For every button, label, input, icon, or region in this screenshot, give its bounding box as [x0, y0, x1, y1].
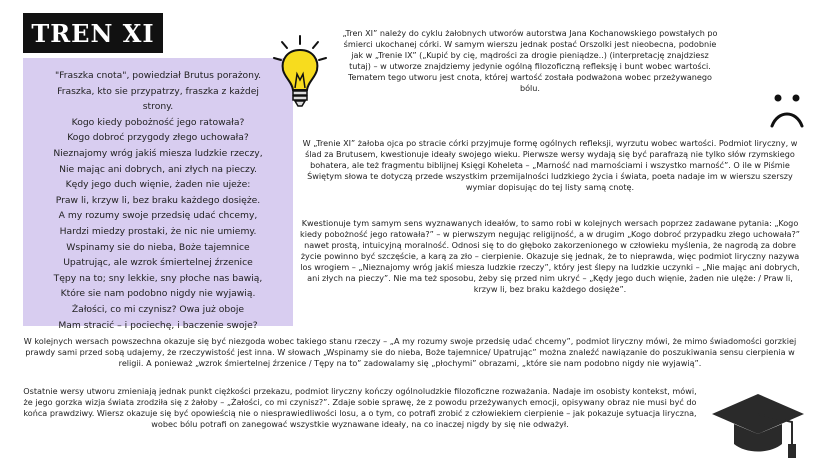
body-paragraph: W „Trenie XI” żałoba ojca po stracie córki przyjmuje formę ogólnych refleksji, wyrzutu wobec wartości. Podmiot liryczny, w ślad za Brutusem, kwestionuje ideały swojego wieku. Pierwsze wersy wydają się być parafrazą nie tylko słów rzymskiego bohatera, ale też fragmentu biblijnej Księgi Koheleta – „Marność nad marnościami i wszystko marność”. O ile w Piśmie Świętym słowa te dotyczą przede wszystkim przemijalności ludzkiego życia i świata, poeta nadaje im w wierszu szerszy wymiar dopisując do tej listy samą cnotę. — [302, 138, 798, 192]
poem-line: Żałości, co mi czynisz? Owa już oboje — [71, 303, 245, 315]
poem-line: Mam stracić – i pociechę, i baczenie swoje? — [58, 319, 258, 331]
poem-line: Fraszka, kto sie przypatrzy, fraszka z każdej — [57, 85, 259, 97]
poem-line: Kogo kiedy pobożność jego ratowała? — [71, 116, 245, 128]
poem-line: Hardzi miedzy prostaki, że nic nie umiemy. — [59, 225, 257, 237]
poem-line: strony. — [142, 101, 174, 113]
graduation-cap-icon — [710, 390, 806, 460]
sad-face-icon — [764, 86, 810, 132]
poem-line: "Fraszka cnota", powiedział Brutus porażony. — [54, 70, 262, 81]
page-title: TREN XI — [23, 13, 163, 53]
poem-line: Upatrując, ale wzrok śmiertelnej źrzenice — [63, 257, 253, 269]
body-paragraph: W kolejnych wersach powszechna okazuje się być niezgoda wobec takiego stanu rzeczy – „A my rozumy swoje przedsię udać chcemy”, podmiot liryczny mówi, że mimo świadomości gorzkiej prawdy sami przed sobą udajemy, że rzeczywistość jest inna. W słowach „Wspinamy sie do nieba, Boże tajemnice/ Upatrując” można znaleźć nawiązanie do poszukiwania sensu cierpienia w religii. A ponieważ „wzrok śmiertelnej źrzenice / Tępy na to” zadowalamy się „płochymi” obrazami, „które sie nam podobno nigdy nie wyjawią”. — [23, 336, 797, 368]
body-paragraph: Ostatnie wersy utworu zmieniają jednak punkt ciężkości przekazu, podmiot liryczny kończy ogólnoludzkie filozoficzne rozważania. Nadaje im osobisty kontekst, mówi, że jego gorzka wizja świata zrodziła się z żałoby – „Żałości, co mi czynisz?”. Zdaje sobie sprawę, że z powodu przeżywanych emocji, opisywany obraz nie musi być do końca prawdziwy. Wiersz okazuje się być opowieścią nie o niesprawiedliwości losu, a o tym, co potrafi zrobić z człowiekiem cierpienie – jak pokazuje sytuacja liryczna, wobec bólu potrafi on zanegować wszystkie wyznawane ideały, na co inaczej nigdy by się nie odważył. — [23, 386, 697, 429]
poem-line: Kogo dobroć przygody złego uchowała? — [67, 132, 249, 144]
poem-line: Które sie nam podobno nigdy nie wyjawią. — [60, 288, 256, 300]
poem-line: Kędy jego duch więnie, żaden nie ujeże: — [65, 179, 251, 191]
lightbulb-icon — [270, 34, 330, 114]
poem-box — [23, 58, 293, 331]
poem-line: A my rozumy swoje przedsię udać chcemy, — [58, 210, 258, 222]
poem-line: Tępy na to; sny lekkie, sny płoche nas bawią, — [53, 272, 263, 284]
poem-line: Praw li, krzyw li, bez braku każdego dosięże. — [55, 194, 261, 206]
body-paragraph: Kwestionuje tym samym sens wyznawanych ideałów, to samo robi w kolejnych wersach poprzez zadawane pytania: „Kogo kiedy pobożność jego ratowała?” – w pierwszym negując religijność, a w drugim „Kogo dobroć przypadku złego uchowała?” nawet prostą, intuicyjną moralność. Odnosi się to do głęboko zakorzenionego w człowieku myślenia, że nagrodą za dobre życie powinno być szczęście, a karą za zło – cierpienie. Okazuje się jednak, że to nieprawda, więc podmiot liryczny nazywa los wrogiem – „Nieznajomy wróg jakiś miesza ludzkie rzeczy”, który jest ślepy na ludzkie uczynki – „Nie mając ani dobrych, ani złych na pieczy”. Nie ma też sposobu, żeby się przed nim ukryć – „Kędy jego duch więnie, żaden nie ulęże: / Praw li, krzyw li, bez braku każdego dosięże”. — [300, 218, 800, 294]
poem-line: Wspinamy sie do nieba, Boże tajemnice — [66, 241, 250, 253]
poem-line: Nie mając ani dobrych, ani złych na pieczy. — [59, 163, 257, 175]
intro-paragraph: „Tren XI” należy do cyklu żałobnych utworów autorstwa Jana Kochanowskiego powstałych po śmierci ukochanej córki. W samym wierszu jednak postać Orszolki jest nieobecna, podobnie jak w „Trenie IX” („Kupić by cię, mądrości za drogie pieniądze..) (interpretację znajdziesz tutaj) – w utworze znajdziemy jedynie ogólną filozoficzną refleksję i bunt wobec wartości. Tematem tego utworu jest cnota, której wartość została podważona wobec przeżywanego bólu. — [342, 28, 718, 93]
poem-line: Nieznajomy wróg jakiś miesza ludzkie rzeczy, — [53, 147, 263, 159]
